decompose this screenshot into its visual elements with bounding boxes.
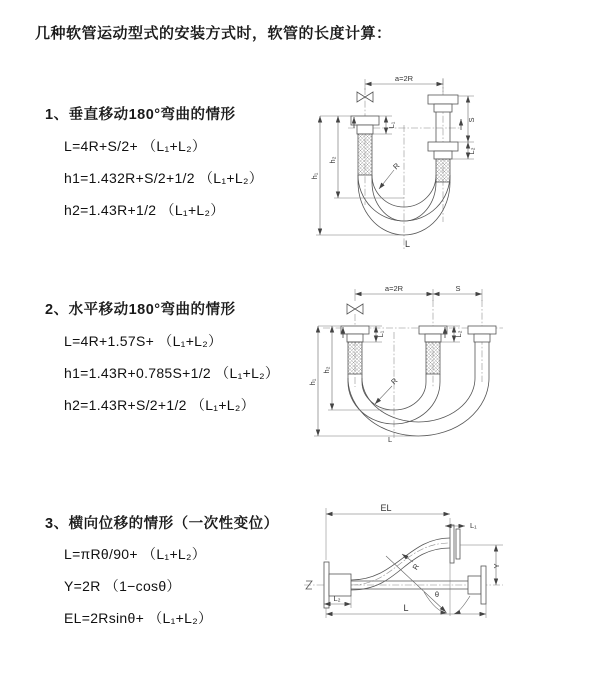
section-3-formula-EL: EL=2Rsinθ+ （L₁+L₂）	[64, 610, 213, 626]
section-1-formula-L: L=4R+S/2+ （L₁+L₂）	[64, 138, 207, 154]
braided-hose-section	[426, 342, 440, 374]
section-2-formula-h2: h2=1.43R+S/2+1/2 （L₁+L₂）	[64, 397, 255, 413]
dim-label-a2r: a=2R	[394, 74, 414, 83]
label-l: L	[388, 435, 393, 444]
dim-label-h2: h₂	[328, 156, 337, 164]
label-r: R	[410, 562, 422, 572]
left-flange-assembly	[351, 116, 379, 182]
dimension-l	[326, 603, 486, 618]
dimension-a-2r	[355, 284, 433, 301]
dim-label-l1: L₁	[387, 121, 396, 129]
dim-label-l1: L₁	[376, 330, 385, 338]
section-2-formula-L: L=4R+1.57S+ （L₁+L₂）	[64, 333, 223, 349]
label-r: R	[391, 161, 402, 172]
braided-hose-section	[436, 159, 450, 182]
dim-label-y: Y	[492, 563, 501, 569]
section-2-heading: 2、水平移动180°弯曲的情形	[45, 302, 236, 318]
left-flange-assembly	[341, 326, 369, 382]
diagram-vertical-180-bend	[308, 70, 543, 260]
angle-theta-label: θ	[434, 590, 440, 599]
section-1-formula-h2: h2=1.43R+1/2 （L₁+L₂）	[64, 202, 225, 218]
radius-leader	[375, 376, 400, 404]
dim-label-l2: L₂	[454, 330, 463, 338]
dim-label-l2: L₂	[333, 594, 341, 603]
valve-icon	[347, 304, 363, 314]
dim-label-s: S	[467, 117, 476, 123]
braided-hose-section	[348, 342, 362, 374]
dim-label-s: S	[455, 284, 461, 293]
hose-u-bend-curves	[348, 378, 489, 436]
braided-hose-section	[358, 134, 372, 175]
section-1-heading: 1、垂直移动180°弯曲的情形	[45, 107, 236, 123]
label-l: L	[405, 239, 411, 249]
section-3-formula-Y: Y=2R （1−cosθ）	[64, 578, 181, 594]
dimension-el	[326, 503, 450, 560]
dim-label-a2r: a=2R	[384, 284, 404, 293]
dim-label-h1: h₁	[308, 378, 317, 386]
dimension-a-2r	[365, 74, 443, 92]
radius-leader	[379, 161, 402, 189]
hose-s-curve	[351, 525, 460, 590]
diagram-horizontal-180-bend	[308, 282, 508, 447]
dim-label-h1: h₁	[310, 172, 319, 180]
dim-label-l: L	[403, 603, 409, 613]
label-r: R	[389, 376, 400, 387]
dim-label-h2: h₂	[322, 366, 331, 374]
dim-label-l1: L₁	[470, 521, 477, 530]
section-3-formula-L: L=πRθ/90+ （L₁+L₂）	[64, 546, 207, 562]
dimension-s	[433, 284, 482, 301]
diagram-lateral-displacement	[298, 500, 598, 625]
dim-label-l2: L₂	[467, 147, 476, 155]
page-title: 几种软管运动型式的安装方式时，软管的长度计算：	[35, 25, 392, 42]
middle-flange-assembly	[419, 326, 447, 382]
dim-label-el: EL	[380, 503, 392, 513]
section-2-formula-h1: h1=1.43R+0.785S+1/2 （L₁+L₂）	[64, 365, 280, 381]
section-3-heading: 3、横向位移的情形（一次性变位）	[45, 516, 279, 532]
dimension-h1	[308, 326, 419, 436]
section-1-formula-h1: h1=1.432R+S/2+1/2 （L₁+L₂）	[64, 170, 264, 186]
